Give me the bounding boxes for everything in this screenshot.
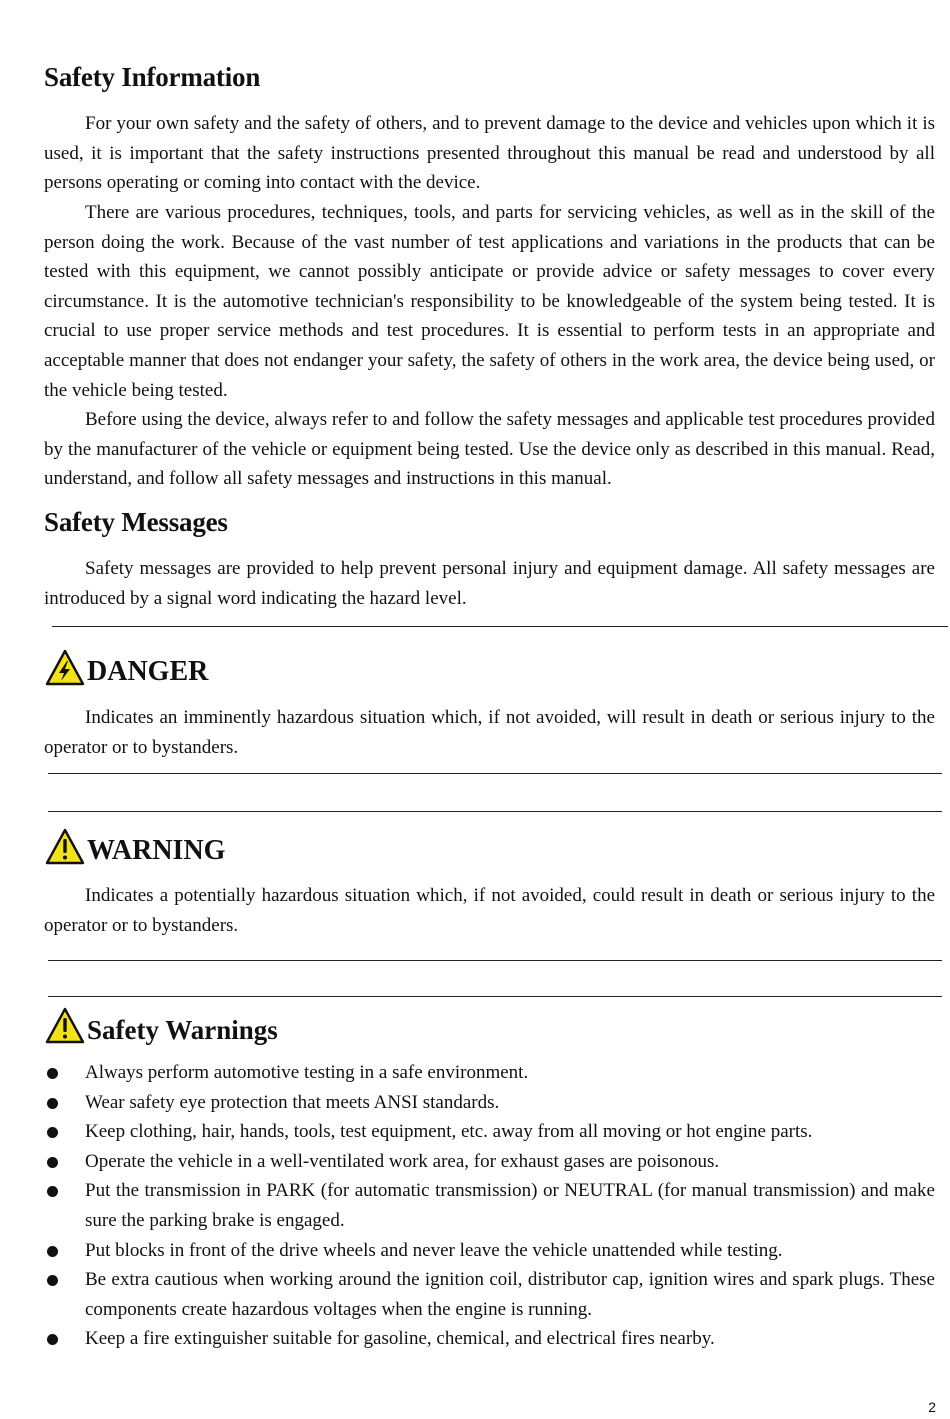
safety-warnings-signal xyxy=(45,1007,278,1045)
safety-messages-intro: Safety messages are provided to help prevent personal injury and equipment damage. All safety messages are introduced by a signal word indicating the hazard level. xyxy=(44,558,935,609)
bullet-icon xyxy=(47,1186,58,1197)
safety-information-heading: Safety Information xyxy=(44,62,261,92)
list-item xyxy=(44,1088,935,1118)
divider xyxy=(52,626,948,627)
warning-signal xyxy=(45,828,225,866)
bullet-icon xyxy=(47,1157,58,1168)
danger-word: DANGER xyxy=(87,656,209,687)
list-item-text: Keep a fire extinguisher suitable for gasoline, chemical, and electrical fires nearby. xyxy=(85,1328,715,1350)
danger-electric-icon xyxy=(45,649,85,687)
bullet-icon xyxy=(47,1246,58,1257)
list-item-text: Be extra cautious when working around the ignition coil, distributor cap, ignition wires and spark plugs. These components create hazardous voltages when the engine is running. xyxy=(85,1269,935,1320)
bullet-icon xyxy=(47,1275,58,1286)
list-item-text: Operate the vehicle in a well-ventilated work area, for exhaust gases are poisonous. xyxy=(85,1150,720,1172)
bullet-icon xyxy=(47,1334,58,1345)
list-item-text: Keep clothing, hair, hands, tools, test equipment, etc. away from all moving or hot engine parts. xyxy=(85,1121,813,1143)
safety-info-paragraph-3: Before using the device, always refer to and follow the safety messages and applicable test procedures provided by the manufacturer of the vehicle or equipment being tested. Use the device only as described in this manual. Read, understand, and follow all safety messages and instructions in this manual. xyxy=(44,409,935,490)
danger-description: Indicates an imminently hazardous situation which, if not avoided, will result in death or serious injury to the operator or to bystanders. xyxy=(44,707,935,758)
list-item-text: Always perform automotive testing in a safe environment. xyxy=(85,1062,529,1083)
safety-warnings-heading: Safety Warnings xyxy=(87,1015,278,1045)
bullet-icon xyxy=(47,1098,58,1109)
list-item-text: Put blocks in front of the drive wheels and never leave the vehicle unattended while testing. xyxy=(85,1239,783,1261)
list-item-text: Put the transmission in PARK (for automatic transmission) or NEUTRAL (for manual transmission) and make sure the parking brake is engaged. xyxy=(85,1180,935,1231)
safety-messages-heading: Safety Messages xyxy=(44,507,228,537)
list-item xyxy=(44,1324,935,1354)
list-item xyxy=(44,1147,935,1177)
bullet-icon xyxy=(47,1068,58,1079)
warning-exclamation-icon xyxy=(45,828,85,866)
warning-description: Indicates a potentially hazardous situation which, if not avoided, could result in death or serious injury to the operator or to bystanders. xyxy=(44,885,935,936)
bullet-icon xyxy=(47,1127,58,1138)
divider xyxy=(48,960,942,961)
list-item xyxy=(44,1058,935,1088)
safety-warnings-list xyxy=(44,1058,935,1354)
list-item xyxy=(44,1236,935,1266)
safety-info-paragraph-1: For your own safety and the safety of others, and to prevent damage to the device and vehicles upon which it is used, it is important that the safety instructions presented throughout this manual be read and understood by all persons operating or coming into contact with the device. xyxy=(44,113,935,194)
page-number: 2 xyxy=(928,1399,936,1415)
list-item-text: Wear safety eye protection that meets ANSI standards. xyxy=(85,1091,500,1113)
danger-signal xyxy=(45,649,208,687)
safety-info-paragraph-2: There are various procedures, techniques, tools, and parts for servicing vehicles, as well as in the skill of the person doing the work. Because of the vast number of test applications and variations in the products that can be tested with this equipment, we cannot possibly anticipate or provide advice or safety messages to cover every circumstance. It is the automotive technician's responsibility to be knowledgeable of the system being tested. It is crucial to use proper service methods and test procedures. It is essential to perform tests in an appropriate and acceptable manner that does not endanger your safety, the safety of others in the work area, the device being used, or the vehicle being tested. xyxy=(44,202,935,401)
list-item xyxy=(44,1117,935,1147)
divider xyxy=(48,773,942,774)
list-item xyxy=(44,1265,935,1324)
divider xyxy=(48,996,942,997)
list-item xyxy=(44,1176,935,1235)
warning-word: WARNING xyxy=(87,835,226,866)
warning-exclamation-icon xyxy=(45,1007,85,1045)
divider xyxy=(48,811,942,812)
